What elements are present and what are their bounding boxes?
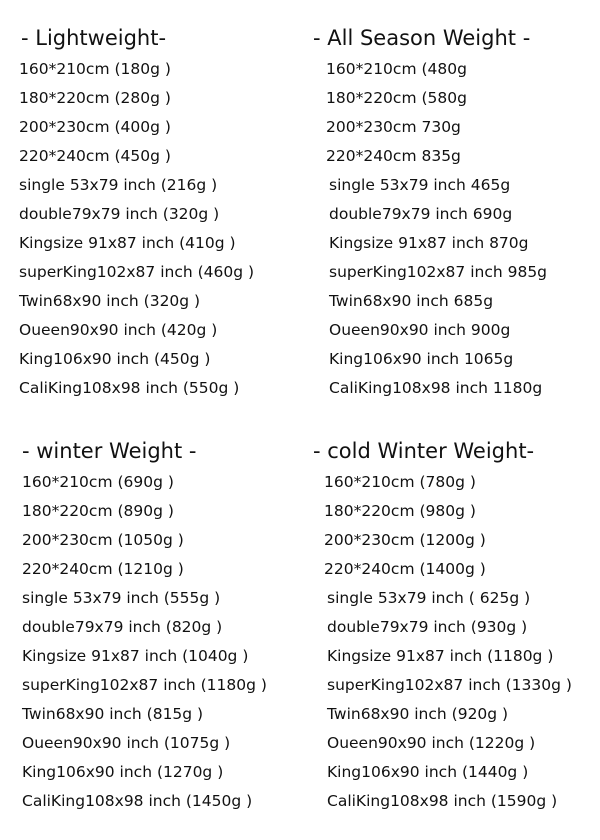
section-title: - winter Weight - bbox=[22, 439, 197, 463]
list-item: 200*230cm (1050g ) bbox=[22, 531, 184, 549]
list-item: Kingsize 91x87 inch (1180g ) bbox=[327, 647, 554, 665]
list-item: Oueen90x90 inch (1220g ) bbox=[327, 734, 536, 752]
list-item: single 53x79 inch (555g ) bbox=[22, 589, 221, 607]
list-item: CaliKing108x98 inch (1590g ) bbox=[327, 792, 558, 810]
list-item: 220*240cm (1400g ) bbox=[324, 560, 486, 578]
list-item: Oueen90x90 inch (1075g ) bbox=[22, 734, 231, 752]
list-item: superKing102x87 inch (460g ) bbox=[19, 263, 255, 281]
section-all-season-weight bbox=[313, 24, 600, 403]
list-item: double79x79 inch (930g ) bbox=[327, 618, 528, 636]
list-item: Twin68x90 inch (320g ) bbox=[19, 292, 201, 310]
list-item: 160*210cm (480g bbox=[326, 60, 467, 78]
list-item: 180*220cm (980g ) bbox=[324, 502, 476, 520]
list-item: CaliKing108x98 inch (550g ) bbox=[19, 379, 240, 397]
list-item: 220*240cm (450g ) bbox=[19, 147, 171, 165]
list-item: single 53x79 inch 465g bbox=[329, 176, 511, 194]
list-item: 220*240cm (1210g ) bbox=[22, 560, 184, 578]
list-item: superKing102x87 inch 985g bbox=[329, 263, 548, 281]
list-item: King106x90 inch (450g ) bbox=[19, 350, 211, 368]
list-item: 180*220cm (890g ) bbox=[22, 502, 174, 520]
section-winter-weight bbox=[22, 437, 312, 816]
list-item: King106x90 inch (1270g ) bbox=[22, 763, 224, 781]
list-item: Oueen90x90 inch 900g bbox=[329, 321, 511, 339]
list-item: superKing102x87 inch (1180g ) bbox=[22, 676, 267, 694]
list-item: 160*210cm (780g ) bbox=[324, 473, 476, 491]
list-item: Kingsize 91x87 inch (410g ) bbox=[19, 234, 236, 252]
weight-list bbox=[22, 468, 312, 816]
section-title: - All Season Weight - bbox=[313, 26, 531, 50]
list-item: 160*210cm (180g ) bbox=[19, 60, 171, 78]
weight-list bbox=[19, 55, 309, 403]
list-item: double79x79 inch (820g ) bbox=[22, 618, 223, 636]
list-item: single 53x79 inch ( 625g ) bbox=[327, 589, 531, 607]
list-item: 180*220cm (580g bbox=[326, 89, 467, 107]
weight-list bbox=[326, 55, 600, 403]
list-item: Kingsize 91x87 inch (1040g ) bbox=[22, 647, 249, 665]
list-item: 220*240cm 835g bbox=[326, 147, 461, 165]
list-item: CaliKing108x98 inch (1450g ) bbox=[22, 792, 253, 810]
list-item: Oueen90x90 inch (420g ) bbox=[19, 321, 218, 339]
list-item: 200*230cm 730g bbox=[326, 118, 461, 136]
list-item: Twin68x90 inch 685g bbox=[329, 292, 494, 310]
section-title: - cold Winter Weight- bbox=[313, 439, 535, 463]
list-item: King106x90 inch 1065g bbox=[329, 350, 514, 368]
section-lightweight bbox=[19, 24, 309, 403]
list-item: 200*230cm (400g ) bbox=[19, 118, 171, 136]
list-item: King106x90 inch (1440g ) bbox=[327, 763, 529, 781]
list-item: single 53x79 inch (216g ) bbox=[19, 176, 218, 194]
list-item: Twin68x90 inch (815g ) bbox=[22, 705, 204, 723]
list-item: superKing102x87 inch (1330g ) bbox=[327, 676, 572, 694]
list-item: double79x79 inch 690g bbox=[329, 205, 513, 223]
list-item: double79x79 inch (320g ) bbox=[19, 205, 220, 223]
weight-list bbox=[324, 468, 600, 816]
section-title: - Lightweight- bbox=[21, 26, 167, 50]
list-item: Twin68x90 inch (920g ) bbox=[327, 705, 509, 723]
section-cold-winter-weight bbox=[313, 437, 600, 816]
list-item: 200*230cm (1200g ) bbox=[324, 531, 486, 549]
list-item: CaliKing108x98 inch 1180g bbox=[329, 379, 543, 397]
list-item: 160*210cm (690g ) bbox=[22, 473, 174, 491]
list-item: Kingsize 91x87 inch 870g bbox=[329, 234, 529, 252]
list-item: 180*220cm (280g ) bbox=[19, 89, 171, 107]
